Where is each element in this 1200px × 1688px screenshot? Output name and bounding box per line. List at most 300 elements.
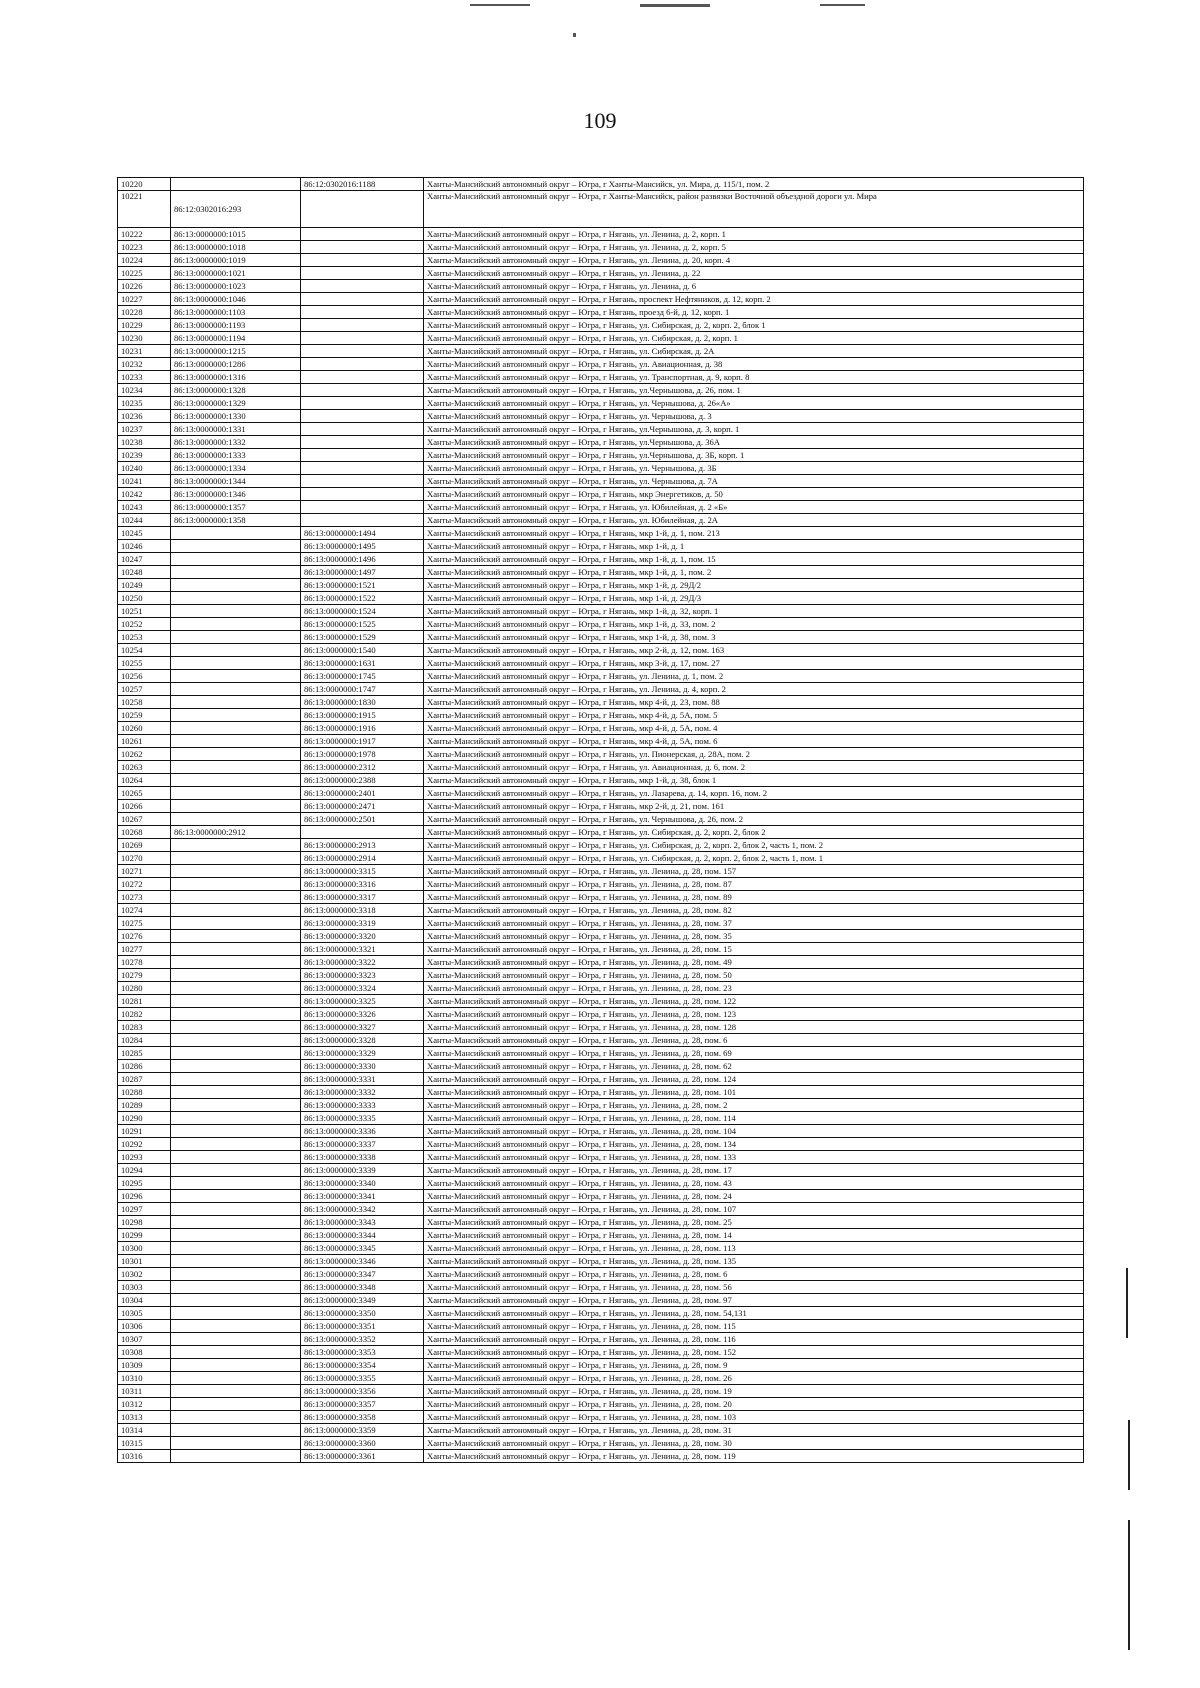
cell-k1 [171,1047,301,1060]
cell-number: 10264 [118,774,171,787]
cell-number: 10239 [118,449,171,462]
cell-k1 [171,1086,301,1099]
cell-k1: 86:13:0000000:1358 [171,514,301,527]
cell-number: 10289 [118,1099,171,1112]
cell-number: 10243 [118,501,171,514]
cell-k2: 86:13:0000000:3339 [301,1164,424,1177]
cell-number: 10236 [118,410,171,423]
cell-address: Ханты-Мансийский автономный округ – Югра, г Нягань, ул. Ленина, д. 28, пом. 25 [424,1216,1084,1229]
cell-k2: 86:13:0000000:3340 [301,1177,424,1190]
table-row [118,241,1084,254]
cell-k2: 86:13:0000000:3356 [301,1385,424,1398]
cell-k2: 86:13:0000000:3350 [301,1307,424,1320]
cell-k2: 86:13:0000000:3327 [301,1021,424,1034]
table-row [118,969,1084,982]
cell-address: Ханты-Мансийский автономный округ – Югра, г Нягань, ул. Сибирская, д. 2, корп. 1 [424,332,1084,345]
cell-address: Ханты-Мансийский автономный округ – Югра, г Нягань, ул. Ленина, д. 28, пом. 50 [424,969,1084,982]
cell-k1: 86:13:0000000:1193 [171,319,301,332]
cell-address: Ханты-Мансийский автономный округ – Югра, г Нягань, ул. Ленина, д. 28, пом. 17 [424,1164,1084,1177]
cell-k2: 86:13:0000000:3348 [301,1281,424,1294]
cell-k2: 86:13:0000000:3325 [301,995,424,1008]
cell-k1: 86:13:0000000:1357 [171,501,301,514]
cell-address: Ханты-Мансийский автономный округ – Югра, г Нягань, ул. Ленина, д. 28, пом. 104 [424,1125,1084,1138]
cell-number: 10311 [118,1385,171,1398]
cell-number: 10309 [118,1359,171,1372]
cell-number: 10283 [118,1021,171,1034]
cell-number: 10314 [118,1424,171,1437]
cell-k1 [171,553,301,566]
cell-k1 [171,657,301,670]
cell-address: Ханты-Мансийский автономный округ – Югра, г Нягань, мкр 1-й, д. 33, пом. 2 [424,618,1084,631]
cell-k1 [171,852,301,865]
cell-k2: 86:13:0000000:2914 [301,852,424,865]
cell-k1 [171,592,301,605]
cell-address: Ханты-Мансийский автономный округ – Югра, г Нягань, ул. Ленина, д. 2, корп. 1 [424,228,1084,241]
cell-number: 10230 [118,332,171,345]
cell-number: 10244 [118,514,171,527]
cell-k2: 86:13:0000000:1978 [301,748,424,761]
cell-number: 10295 [118,1177,171,1190]
cell-number: 10261 [118,735,171,748]
cell-k1 [171,1385,301,1398]
cell-k1 [171,943,301,956]
cell-address: Ханты-Мансийский автономный округ – Югра, г Нягань, мкр 1-й, д. 38, пом. 3 [424,631,1084,644]
cell-k1 [171,1411,301,1424]
cell-address: Ханты-Мансийский автономный округ – Югра, г Нягань, ул. Лазарева, д. 14, корп. 16, пом. 2 [424,787,1084,800]
table-row [118,319,1084,332]
cell-k1 [171,1398,301,1411]
table-row [118,1086,1084,1099]
table-row [118,1437,1084,1450]
cell-address: Ханты-Мансийский автономный округ – Югра, г Нягань, ул. Ленина, д. 28, пом. 26 [424,1372,1084,1385]
cell-k2 [301,826,424,839]
cell-address: Ханты-Мансийский автономный округ – Югра, г Нягань, ул. Транспортная, д. 9, корп. 8 [424,371,1084,384]
cell-address: Ханты-Мансийский автономный округ – Югра, г Нягань, ул. Ленина, д. 28, пом. 87 [424,878,1084,891]
table-row [118,1385,1084,1398]
cell-address: Ханты-Мансийский автономный округ – Югра, г Нягань, ул. Чернышова, д. 7А [424,475,1084,488]
table-row [118,579,1084,592]
cell-k2: 86:13:0000000:3344 [301,1229,424,1242]
cell-k2: 86:13:0000000:3322 [301,956,424,969]
table-row [118,358,1084,371]
table-row [118,514,1084,527]
cell-k1 [171,1190,301,1203]
cell-k1 [171,917,301,930]
cell-number: 10246 [118,540,171,553]
cell-number: 10253 [118,631,171,644]
cell-k2: 86:13:0000000:3337 [301,1138,424,1151]
cell-number: 10268 [118,826,171,839]
cell-number: 10247 [118,553,171,566]
table-row [118,1450,1084,1463]
cell-k1 [171,774,301,787]
cell-k1 [171,891,301,904]
cell-k1: 86:13:0000000:1316 [171,371,301,384]
cell-number: 10315 [118,1437,171,1450]
cell-number: 10263 [118,761,171,774]
cell-number: 10281 [118,995,171,1008]
table-row [118,332,1084,345]
table-row [118,1125,1084,1138]
cell-number: 10231 [118,345,171,358]
cell-address: Ханты-Мансийский автономный округ – Югра, г Нягань, ул. Сибирская, д. 2, корп. 2, блок 2, часть 1, пом. 2 [424,839,1084,852]
cell-k1 [171,735,301,748]
table-row [118,735,1084,748]
cell-k1 [171,1021,301,1034]
cell-k1: 86:13:0000000:1015 [171,228,301,241]
table-row [118,1008,1084,1021]
cell-address: Ханты-Мансийский автономный округ – Югра, г Нягань, ул. Ленина, д. 28, пом. 30 [424,1437,1084,1450]
cell-k2: 86:13:0000000:3360 [301,1437,424,1450]
cell-number: 10271 [118,865,171,878]
registry-table-body [118,178,1084,1463]
table-row [118,1216,1084,1229]
table-row [118,644,1084,657]
table-row [118,1034,1084,1047]
cell-number: 10237 [118,423,171,436]
cell-k2: 86:13:0000000:3335 [301,1112,424,1125]
cell-k2 [301,241,424,254]
table-row [118,566,1084,579]
cell-address: Ханты-Мансийский автономный округ – Югра, г Нягань, ул. Ленина, д. 28, пом. 15 [424,943,1084,956]
cell-address: Ханты-Мансийский автономный округ – Югра, г Нягань, ул. Ленина, д. 28, пом. 114 [424,1112,1084,1125]
cell-number: 10224 [118,254,171,267]
table-row [118,982,1084,995]
cell-address: Ханты-Мансийский автономный округ – Югра, г Нягань, мкр 1-й, д. 32, корп. 1 [424,605,1084,618]
cell-address: Ханты-Мансийский автономный округ – Югра, г Нягань, ул. Ленина, д. 28, пом. 2 [424,1099,1084,1112]
cell-k1 [171,1320,301,1333]
cell-address: Ханты-Мансийский автономный округ – Югра, г Нягань, ул. Ленина, д. 28, пом. 31 [424,1424,1084,1437]
cell-k2: 86:13:0000000:3345 [301,1242,424,1255]
cell-address: Ханты-Мансийский автономный округ – Югра, г Нягань, ул. Ленина, д. 28, пом. 89 [424,891,1084,904]
cell-address: Ханты-Мансийский автономный округ – Югра, г Нягань, ул. Ленина, д. 28, пом. 43 [424,1177,1084,1190]
cell-address: Ханты-Мансийский автономный округ – Югра, г Нягань, ул. Ленина, д. 28, пом. 14 [424,1229,1084,1242]
cell-address: Ханты-Мансийский автономный округ – Югра, г Нягань, ул. Ленина, д. 28, пом. 133 [424,1151,1084,1164]
cell-k2: 86:13:0000000:2913 [301,839,424,852]
cell-k1 [171,722,301,735]
cell-address: Ханты-Мансийский автономный округ – Югра, г Нягань, ул. Юбилейная, д. 2 «Б» [424,501,1084,514]
table-row [118,1229,1084,1242]
cell-number: 10270 [118,852,171,865]
cell-number: 10304 [118,1294,171,1307]
cell-address: Ханты-Мансийский автономный округ – Югра, г Нягань, ул. Ленина, д. 28, пом. 49 [424,956,1084,969]
cell-number: 10276 [118,930,171,943]
table-row [118,488,1084,501]
cell-k2 [301,436,424,449]
cell-address: Ханты-Мансийский автономный округ – Югра, г Нягань, ул. Ленина, д. 28, пом. 20 [424,1398,1084,1411]
cell-address: Ханты-Мансийский автономный округ – Югра, г Нягань, мкр 4-й, д. 5А, пом. 5 [424,709,1084,722]
cell-k2: 86:13:0000000:3361 [301,1450,424,1463]
cell-k1: 86:13:0000000:1332 [171,436,301,449]
cell-k2 [301,423,424,436]
cell-number: 10288 [118,1086,171,1099]
cell-k1 [171,1216,301,1229]
cell-k2: 86:13:0000000:3338 [301,1151,424,1164]
cell-number: 10249 [118,579,171,592]
cell-address: Ханты-Мансийский автономный округ – Югра, г Нягань, мкр Энергетиков, д. 50 [424,488,1084,501]
table-row [118,527,1084,540]
table-row [118,1021,1084,1034]
table-row [118,1112,1084,1125]
cell-k1 [171,605,301,618]
cell-number: 10229 [118,319,171,332]
cell-k2 [301,228,424,241]
table-row [118,631,1084,644]
cell-number: 10259 [118,709,171,722]
cell-k2 [301,371,424,384]
cell-k2 [301,384,424,397]
scan-edge-mark [1126,1268,1128,1338]
cell-k2: 86:13:0000000:3354 [301,1359,424,1372]
cell-number: 10284 [118,1034,171,1047]
table-row [118,1190,1084,1203]
table-row [118,1294,1084,1307]
cell-k2: 86:13:0000000:1830 [301,696,424,709]
cell-k2: 86:13:0000000:3324 [301,982,424,995]
cell-k2: 86:13:0000000:1494 [301,527,424,540]
cell-k2 [301,254,424,267]
cell-k2: 86:13:0000000:1496 [301,553,424,566]
cell-number: 10307 [118,1333,171,1346]
cell-k1 [171,865,301,878]
cell-k1 [171,1138,301,1151]
cell-k1 [171,1112,301,1125]
table-row [118,1333,1084,1346]
cell-k1: 86:13:0000000:1215 [171,345,301,358]
cell-address: Ханты-Мансийский автономный округ – Югра, г Нягань, ул. Ленина, д. 28, пом. 103 [424,1411,1084,1424]
scan-edge-mark [1128,1420,1130,1490]
cell-k2: 86:13:0000000:2388 [301,774,424,787]
cell-k2: 86:13:0000000:3330 [301,1060,424,1073]
cell-number: 10220 [118,178,171,191]
table-row [118,1372,1084,1385]
table-row [118,540,1084,553]
table-row [118,1138,1084,1151]
table-row [118,1060,1084,1073]
table-row [118,371,1084,384]
cell-k2: 86:13:0000000:3323 [301,969,424,982]
cell-k1 [171,618,301,631]
cell-k1 [171,1034,301,1047]
cell-number: 10241 [118,475,171,488]
cell-k2: 86:13:0000000:1540 [301,644,424,657]
cell-address: Ханты-Мансийский автономный округ – Югра, г Нягань, ул. Ленина, д. 28, пом. 123 [424,1008,1084,1021]
cell-k1 [171,1437,301,1450]
table-row [118,293,1084,306]
cell-address: Ханты-Мансийский автономный округ – Югра, г Нягань, мкр 1-й, д. 1, пом. 213 [424,527,1084,540]
table-row [118,1255,1084,1268]
cell-k2: 86:13:0000000:3317 [301,891,424,904]
cell-k1 [171,644,301,657]
cell-k1 [171,1060,301,1073]
cell-k2: 86:13:0000000:3336 [301,1125,424,1138]
cell-address: Ханты-Мансийский автономный округ – Югра, г Нягань, ул. Ленина, д. 28, пом. 122 [424,995,1084,1008]
table-row [118,1359,1084,1372]
cell-address: Ханты-Мансийский автономный округ – Югра, г Нягань, ул. Ленина, д. 28, пом. 23 [424,982,1084,995]
cell-k2: 86:13:0000000:2401 [301,787,424,800]
table-row [118,917,1084,930]
cell-number: 10273 [118,891,171,904]
cell-k1 [171,696,301,709]
table-row [118,1268,1084,1281]
cell-k1 [171,579,301,592]
cell-address: Ханты-Мансийский автономный округ – Югра, г Нягань, ул. Ленина, д. 28, пом. 69 [424,1047,1084,1060]
cell-address: Ханты-Мансийский автономный округ – Югра, г Нягань, ул. Чернышова, д. 26«А» [424,397,1084,410]
cell-address: Ханты-Мансийский автономный округ – Югра, г Нягань, ул.Чернышова, д. 3Б, корп. 1 [424,449,1084,462]
cell-k1: 86:13:0000000:1019 [171,254,301,267]
cell-number: 10257 [118,683,171,696]
cell-k1 [171,956,301,969]
cell-k1 [171,748,301,761]
cell-k2: 86:13:0000000:2312 [301,761,424,774]
cell-address: Ханты-Мансийский автономный округ – Югра, г Нягань, ул. Чернышова, д. 3 [424,410,1084,423]
cell-k2: 86:13:0000000:1497 [301,566,424,579]
cell-k2: 86:13:0000000:3359 [301,1424,424,1437]
table-row [118,787,1084,800]
cell-address: Ханты-Мансийский автономный округ – Югра, г Нягань, ул. Ленина, д. 1, пом. 2 [424,670,1084,683]
cell-number: 10299 [118,1229,171,1242]
cell-k1 [171,1450,301,1463]
table-row [118,280,1084,293]
cell-number: 10280 [118,982,171,995]
cell-k1 [171,904,301,917]
cell-k1: 86:13:0000000:1344 [171,475,301,488]
cell-number: 10221 [118,191,171,228]
cell-address: Ханты-Мансийский автономный округ – Югра, г Нягань, ул. Чернышова, д. 26, пом. 2 [424,813,1084,826]
cell-number: 10227 [118,293,171,306]
table-row [118,423,1084,436]
cell-k2: 86:13:0000000:3316 [301,878,424,891]
cell-k2 [301,462,424,475]
cell-address: Ханты-Мансийский автономный округ – Югра, г Нягань, ул. Ленина, д. 28, пом. 35 [424,930,1084,943]
cell-k1 [171,1255,301,1268]
table-row [118,995,1084,1008]
cell-address: Ханты-Мансийский автономный округ – Югра, г Нягань, мкр 1-й, д. 1 [424,540,1084,553]
cell-k1 [171,1242,301,1255]
cell-k2: 86:13:0000000:1917 [301,735,424,748]
table-row [118,410,1084,423]
cell-k2: 86:13:0000000:2501 [301,813,424,826]
cell-k2: 86:13:0000000:3341 [301,1190,424,1203]
table-row [118,943,1084,956]
table-row [118,813,1084,826]
cell-k2: 86:13:0000000:3357 [301,1398,424,1411]
cell-k1: 86:13:0000000:1018 [171,241,301,254]
cell-number: 10275 [118,917,171,930]
cell-number: 10222 [118,228,171,241]
cell-k2: 86:13:0000000:3355 [301,1372,424,1385]
table-row [118,228,1084,241]
cell-k1: 86:13:0000000:1346 [171,488,301,501]
cell-k2: 86:13:0000000:1521 [301,579,424,592]
cell-address: Ханты-Мансийский автономный округ – Югра, г Нягань, ул. Сибирская, д. 2, корп. 2, блок 1 [424,319,1084,332]
cell-k2: 86:13:0000000:1916 [301,722,424,735]
table-row [118,345,1084,358]
cell-address: Ханты-Мансийский автономный округ – Югра, г Нягань, ул. Ленина, д. 28, пом. 6 [424,1268,1084,1281]
table-row [118,956,1084,969]
cell-number: 10286 [118,1060,171,1073]
cell-address: Ханты-Мансийский автономный округ – Югра, г Нягань, ул. Ленина, д. 28, пом. 115 [424,1320,1084,1333]
cell-k1 [171,1073,301,1086]
cell-number: 10251 [118,605,171,618]
table-row [118,878,1084,891]
cell-number: 10252 [118,618,171,631]
cell-address: Ханты-Мансийский автономный округ – Югра, г Нягань, мкр 1-й, д. 29Д/2 [424,579,1084,592]
cell-k1 [171,995,301,1008]
cell-k2: 86:13:0000000:3358 [301,1411,424,1424]
cell-number: 10250 [118,592,171,605]
cell-address: Ханты-Мансийский автономный округ – Югра, г Нягань, мкр 1-й, д. 29Д/3 [424,592,1084,605]
cell-k2: 86:13:0000000:3342 [301,1203,424,1216]
cell-k2: 86:13:0000000:3332 [301,1086,424,1099]
cell-address: Ханты-Мансийский автономный округ – Югра, г Нягань, ул. Сибирская, д. 2, корп. 2, блок 2, часть 1, пом. 1 [424,852,1084,865]
cell-number: 10267 [118,813,171,826]
cell-k1 [171,1229,301,1242]
cell-k1: 86:12:0302016:293 [171,191,301,228]
cell-address: Ханты-Мансийский автономный округ – Югра, г Нягань, ул. Ленина, д. 28, пом. 37 [424,917,1084,930]
cell-k2 [301,306,424,319]
cell-k2: 86:13:0000000:1524 [301,605,424,618]
cell-number: 10316 [118,1450,171,1463]
cell-k1: 86:13:0000000:1334 [171,462,301,475]
table-row [118,1242,1084,1255]
cell-k1 [171,566,301,579]
table-row [118,1398,1084,1411]
cell-k1 [171,670,301,683]
cell-k2: 86:13:0000000:3349 [301,1294,424,1307]
cell-k1: 86:13:0000000:1021 [171,267,301,280]
cell-k1 [171,878,301,891]
cell-k2 [301,293,424,306]
cell-number: 10274 [118,904,171,917]
table-row [118,618,1084,631]
cell-address: Ханты-Мансийский автономный округ – Югра, г Нягань, ул. Ленина, д. 28, пом. 124 [424,1073,1084,1086]
cell-k1 [171,813,301,826]
table-row [118,436,1084,449]
cell-address: Ханты-Мансийский автономный округ – Югра, г Нягань, ул. Ленина, д. 28, пом. 54,131 [424,1307,1084,1320]
cell-number: 10240 [118,462,171,475]
cell-address: Ханты-Мансийский автономный округ – Югра, г Нягань, ул. Ленина, д. 28, пом. 82 [424,904,1084,917]
cell-k2: 86:13:0000000:1747 [301,683,424,696]
table-row [118,657,1084,670]
table-row [118,397,1084,410]
table-row [118,722,1084,735]
cell-number: 10277 [118,943,171,956]
cell-k2: 86:13:0000000:2471 [301,800,424,813]
table-row [118,1346,1084,1359]
cell-number: 10301 [118,1255,171,1268]
table-row [118,761,1084,774]
cell-k2: 86:13:0000000:3343 [301,1216,424,1229]
cell-k1 [171,787,301,800]
cell-k1 [171,1372,301,1385]
table-row [118,267,1084,280]
cell-address: Ханты-Мансийский автономный округ – Югра, г Нягань, ул. Ленина, д. 28, пом. 19 [424,1385,1084,1398]
cell-k1 [171,1125,301,1138]
cell-number: 10233 [118,371,171,384]
cell-address: Ханты-Мансийский автономный округ – Югра, г Нягань, мкр 4-й, д. 23, пом. 88 [424,696,1084,709]
cell-address: Ханты-Мансийский автономный округ – Югра, г Нягань, ул. Ленина, д. 28, пом. 97 [424,1294,1084,1307]
table-row [118,1099,1084,1112]
cell-number: 10294 [118,1164,171,1177]
table-row [118,800,1084,813]
cell-k2: 86:13:0000000:3353 [301,1346,424,1359]
table-row [118,774,1084,787]
cell-k1 [171,969,301,982]
table-row [118,1320,1084,1333]
cell-k1: 86:13:0000000:1330 [171,410,301,423]
cell-k1 [171,1164,301,1177]
